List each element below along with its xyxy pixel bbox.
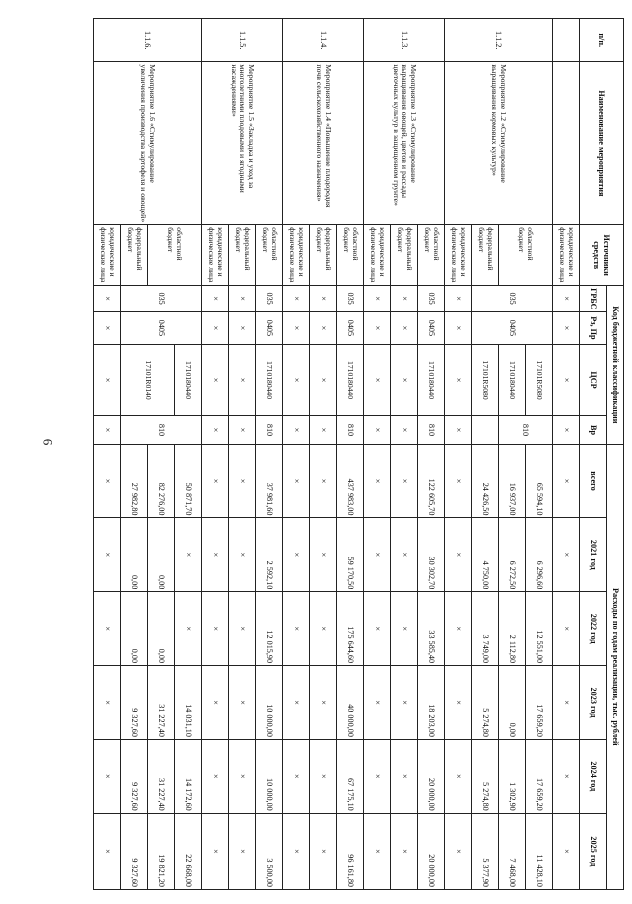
- table-row: 17101R0140 82 276,00 0,00 0,00 31 227,40 31 227,40 19 821,20: [148, 19, 175, 890]
- header-2025: 2025 год: [580, 813, 607, 889]
- header-total: всего: [580, 444, 607, 518]
- source-cell: областной бюджет: [256, 225, 283, 286]
- table-row: юридические и физические лица × × × × × × × × × ×: [364, 19, 391, 890]
- measure-name: Мероприятие 1.3 «Стимулирование выращивания овощей, цветов и рассады цветочных культур в защищенном грунте»: [364, 62, 445, 225]
- measure-name: Мероприятие 1.4 «Повышение плодородия почв сельскохозяйственного назначения»: [283, 62, 364, 225]
- csr-cell: 17101R5080: [526, 344, 553, 416]
- table-row: федеральный бюджет × × × × × × × × × ×: [229, 19, 256, 890]
- table-row: 1710180440 16 937,00 6 272,50 2 112,80 0,00 1 302,90 7 468,00: [499, 19, 526, 890]
- measure-name: Мероприятие 1.2 «Стимулирование выращивания кормовых культур»: [445, 62, 553, 225]
- table-row: юридические и физические лица × × × × × × × × × ×: [553, 19, 580, 890]
- source-cell: юридические и физические лица: [364, 225, 391, 286]
- table-row: федеральный бюджет 17101R5080 24 426,50 4 750,00 3 749,00 5 274,80 5 274,80 5 377,90: [472, 19, 499, 890]
- source-cell: областной бюджет: [418, 225, 445, 286]
- rzpr-cell: 0405: [472, 312, 553, 345]
- csr-cell: 17101R0140: [121, 344, 175, 416]
- budget-table-wrapper: [101, 18, 624, 890]
- csr-cell: 17101R5080: [472, 344, 499, 416]
- header-code-group: Код бюджетной классификации: [607, 286, 624, 445]
- measure-name: Мероприятие 1.6 «Стимулирование увеличения производства картофеля и овощей»: [94, 62, 202, 225]
- source-cell: юридические и физические лица: [553, 225, 580, 286]
- header-vr: Вр: [580, 416, 607, 444]
- table-row: федеральный бюджет × × × × × × × × × ×: [391, 19, 418, 890]
- source-cell: федеральный бюджет: [472, 225, 499, 286]
- row-num: 1.1.3.: [364, 19, 445, 62]
- header-2021: 2021 год: [580, 518, 607, 592]
- vr-cell: 810: [121, 416, 202, 444]
- header-2023: 2023 год: [580, 666, 607, 740]
- header-csr: ЦСР: [580, 344, 607, 416]
- table-row: 1.1.2. Мероприятие 1.2 «Стимулирование выращивания кормовых культур» областной бюджет 035 0405 17101R5080 810 65 594,10 6 296,60 12 551,00 17 659,20 17 659,20 11 428,10: [526, 19, 553, 890]
- header-rzpr: Рз, Пр: [580, 312, 607, 345]
- table-row: 1.1.3. Мероприятие 1.3 «Стимулирование выращивания овощей, цветов и рассады цветочных культур в защищенном грунте» областной бюджет 035 0405 1710180440 810 122 605,70 30 302,70 33 585,40 18 203,00 20 000,00 20 000,00: [418, 19, 445, 890]
- source-cell: областной бюджет: [499, 225, 553, 286]
- grbs-cell: 035: [472, 286, 553, 312]
- table-row: юридические и физические лица × × × × × × × × × ×: [94, 19, 121, 890]
- page-number: 6: [40, 438, 56, 446]
- row-num: 1.1.6.: [94, 19, 202, 62]
- table-row: федеральный бюджет 27 982,80 0,00 0,00 9 327,60 9 327,60 9 327,60: [121, 19, 148, 890]
- header-source: Источники средств: [580, 225, 624, 286]
- header-expenses-group: Расходы по годам реализации, тыс. рублей: [607, 444, 624, 889]
- source-cell: федеральный бюджет: [229, 225, 256, 286]
- header-2024: 2024 год: [580, 739, 607, 813]
- source-cell: федеральный бюджет: [310, 225, 337, 286]
- source-cell: юридические и физические лица: [283, 225, 310, 286]
- csr-cell: 1710180440: [175, 344, 202, 416]
- row-num: 1.1.5.: [202, 19, 283, 62]
- row-num: 1.1.2.: [445, 19, 553, 62]
- vr-cell: 810: [499, 416, 553, 444]
- table-row: 1.1.4. Мероприятие 1.4 «Повышение плодородия почв сельскохозяйственного назначения» областной бюджет 035 0405 1710180440 810 437 983,00 59 170,50 175 644,60 40 000,00 67 175,10 96 161,80: [337, 19, 364, 890]
- table-row: юридические и физические лица × × × × × × × × × ×: [283, 19, 310, 890]
- source-cell: областной бюджет: [337, 225, 364, 286]
- table-row: юридические и физические лица × × × × × × × × × ×: [202, 19, 229, 890]
- header-2022: 2022 год: [580, 592, 607, 666]
- rzpr-cell: 0405: [121, 312, 202, 345]
- csr-cell: 1710180440: [499, 344, 526, 416]
- source-cell: федеральный бюджет: [121, 225, 148, 286]
- header-num: п/п.: [580, 19, 624, 62]
- measure-name: Мероприятие 1.5 «Закладка и уход за многолетними плодовыми и ягодными насаждениями»: [202, 62, 283, 225]
- row-num: 1.1.4.: [283, 19, 364, 62]
- table-row: 1.1.5. Мероприятие 1.5 «Закладка и уход за многолетними плодовыми и ягодными насаждениями» областной бюджет 035 0405 1710180440 810 37 981,60 2 592,10 12 015,90 10 000,00 10 000,00 3 500,00: [256, 19, 283, 890]
- source-cell: федеральный бюджет: [391, 225, 418, 286]
- budget-table: [93, 18, 624, 890]
- source-cell: юридические и физические лица: [202, 225, 229, 286]
- header-name: Наименование мероприятия: [580, 62, 624, 225]
- table-row: юридические и физические лица × × × × × × × × × ×: [445, 19, 472, 890]
- header-grbs: ГРБС: [580, 286, 607, 312]
- source-cell: областной бюджет: [148, 225, 202, 286]
- source-cell: юридические и физические лица: [445, 225, 472, 286]
- source-cell: юридические и физические лица: [94, 225, 121, 286]
- table-row: 1.1.6. Мероприятие 1.6 «Стимулирование увеличения производства картофеля и овощей» областной бюджет 035 0405 1710180440 810 50 871,70 × × 14 031,10 14 172,60 22 668,00: [175, 19, 202, 890]
- grbs-cell: 035: [121, 286, 202, 312]
- table-row: федеральный бюджет × × × × × × × × × ×: [310, 19, 337, 890]
